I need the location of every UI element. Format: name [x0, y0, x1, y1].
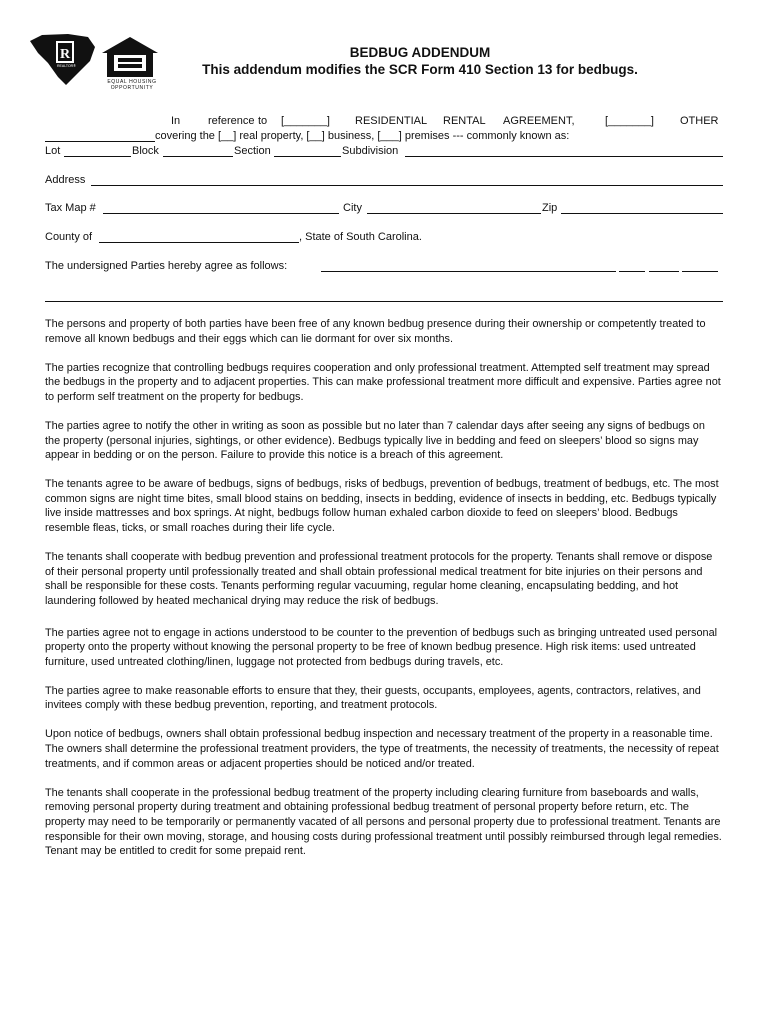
agree-field[interactable]: [321, 259, 616, 272]
reference-row: [45, 114, 723, 130]
agree-field-short[interactable]: [619, 259, 645, 272]
subdivision-label: Subdivision: [342, 145, 399, 157]
paragraph-5: The tenants shall cooperate with bedbug prevention and professional treatment protocols for the property. Tenants shall remove or dispose of their personal property until professionally treated and shall obtain professional medical treatment for bite injuries on their persons and shall be responsible for these costs. Tenants performing regular vacuuming, regular home cleaning, encapsulating bedding, and hot laundering followed by heated mechanical drying may reduce the risk of bedbugs.: [45, 551, 713, 607]
residential-checkbox[interactable]: [_______]: [281, 115, 330, 127]
zip-field[interactable]: [561, 201, 723, 214]
agree-line-row: [45, 289, 723, 305]
ref-in: In: [171, 115, 181, 127]
document-title-block: [180, 44, 660, 78]
city-label: City: [343, 202, 362, 214]
ref-agreement: AGREEMENT,: [503, 115, 575, 127]
ref-other: OTHER: [680, 115, 719, 127]
paragraph-4: The tenants agree to be aware of bedbugs, signs of bedbugs, risks of bedbugs, prevention of bedbugs, treatment of bedbugs, etc. The most common signs are night time bites, small blood stains on bedding, insects in bedding, evidence of insects in bedding, etc. Bedbugs typically live inside mattresses and box springs. At night, bedbugs follow human exhaled carbon dioxide to feed on sleepers’ blood. Bedbugs resemble fleas, ticks, or small roaches during their life cycle.: [45, 478, 719, 535]
covering-row: [45, 129, 723, 145]
county-row: [45, 230, 723, 246]
agree-field-short-2[interactable]: [649, 259, 679, 272]
address-label: Address: [45, 174, 86, 186]
city-field[interactable]: [367, 201, 541, 214]
paragraph-1: The persons and property of both parties have been free of any known bedbug presence during their ownership or competently treated to remove all known bedbugs and their eggs which can lie dormant for over six months.: [45, 318, 706, 345]
ref-residential: RESIDENTIAL: [355, 115, 428, 127]
paragraph-9: The tenants shall cooperate in the professional bedbug treatment of the property including clearing furniture from baseboards and walls, removing personal property during treatment and obtaining professional bedbug treatment of personal property before return, etc. The property may need to be temporarily or permanently vacated of all persons and personal property due to professional treatment. Tenants are responsible for their own moving, storage, and housing costs during professional treatment until possibly reimbursed through legal remedies. Tenant may be entitled to credit for some prepaid rent.: [45, 786, 722, 858]
lot-label: Lot: [45, 145, 61, 157]
paragraph-7: The parties agree to make reasonable efforts to ensure that they, their guests, occupants, employees, agents, contractors, relatives, and invitees comply with these bedbug prevention, reporting, and treatment protocols.: [45, 684, 701, 712]
paragraph-8: Upon notice of bedbugs, owners shall obtain professional bedbug inspection and necessary treatment of the property in a reasonable time. The owners shall determine the professional treatment providers, the type of treatments, the necessity of treatments, the necessity of repeat treatments, and if common areas or adjacent properties should be noticed and/or treated.: [45, 728, 719, 770]
county-field[interactable]: [99, 230, 299, 243]
taxmap-field[interactable]: [103, 201, 339, 214]
equal-housing-text: EQUAL HOUSING OPPORTUNITY: [107, 79, 157, 91]
paragraph-3: The parties agree to notify the other in writing as soon as possible but no later than 7 calendar days after seeing any signs of bedbugs on the property (personal injuries, sightings, or other evidence). Bedbugs typically live in bedding and feed on sleepers’ blood so signs may appear in bedding or on the person. Failure to provide this notice is a breach of this agreement.: [45, 419, 705, 462]
zip-label: Zip: [542, 202, 558, 214]
ref-to: to: [258, 115, 268, 127]
agree-label: The undersigned Parties hereby agree as follows:: [45, 260, 288, 272]
document-subtitle: This addendum modifies the SCR Form 410 Section 13 for bedbugs.: [202, 62, 638, 77]
address-row: [45, 173, 723, 189]
paragraph-2: The parties recognize that controlling bedbugs requires cooperation and only professional treatment. Attempted self treatment may spread the bedbugs in the property and to adjacent properties. This can make professional treatment more difficult and expensive. Parties agree not to perform self treatment on the property for bedbugs.: [45, 361, 721, 403]
lot-field[interactable]: [64, 144, 131, 157]
covering-text: covering the [__] real property, [__] business, [___] premises --- commonly known as:: [155, 130, 570, 142]
agree-field-line-2[interactable]: [45, 289, 723, 302]
other-field[interactable]: [45, 129, 155, 142]
subdivision-field[interactable]: [405, 144, 723, 157]
addendum-body: [45, 317, 723, 873]
paragraph-6: The parties agree not to engage in actions understood to be counter to the prevention of bedbugs such as bringing untreated used personal property onto the property without knowing the personal property to be free of known bedbug presence. High risk items: used untreated furniture, used untreated clothing/linen, luggage not protected from bedbugs during travels, etc.: [45, 626, 718, 668]
lot-row: [45, 144, 723, 160]
ref-rental: RENTAL: [443, 115, 486, 127]
county-label: County of: [45, 231, 93, 243]
state-text: , State of South Carolina.: [299, 231, 422, 243]
section-field[interactable]: [274, 144, 341, 157]
agree-field-short-3[interactable]: [682, 259, 718, 272]
realtor-letter: R: [59, 47, 71, 62]
document-title: BEDBUG ADDENDUM: [349, 45, 491, 60]
agree-row: [45, 259, 723, 275]
block-field[interactable]: [163, 144, 233, 157]
section-label: Section: [234, 145, 271, 157]
address-field[interactable]: [91, 173, 723, 186]
taxmap-row: [45, 201, 723, 217]
other-checkbox[interactable]: [_______]: [605, 115, 654, 127]
ref-reference: reference: [208, 115, 255, 127]
realtor-word: REALTOR®: [57, 64, 76, 68]
block-label: Block: [132, 145, 159, 157]
header-logos: [28, 33, 163, 95]
taxmap-label: Tax Map #: [45, 202, 96, 214]
